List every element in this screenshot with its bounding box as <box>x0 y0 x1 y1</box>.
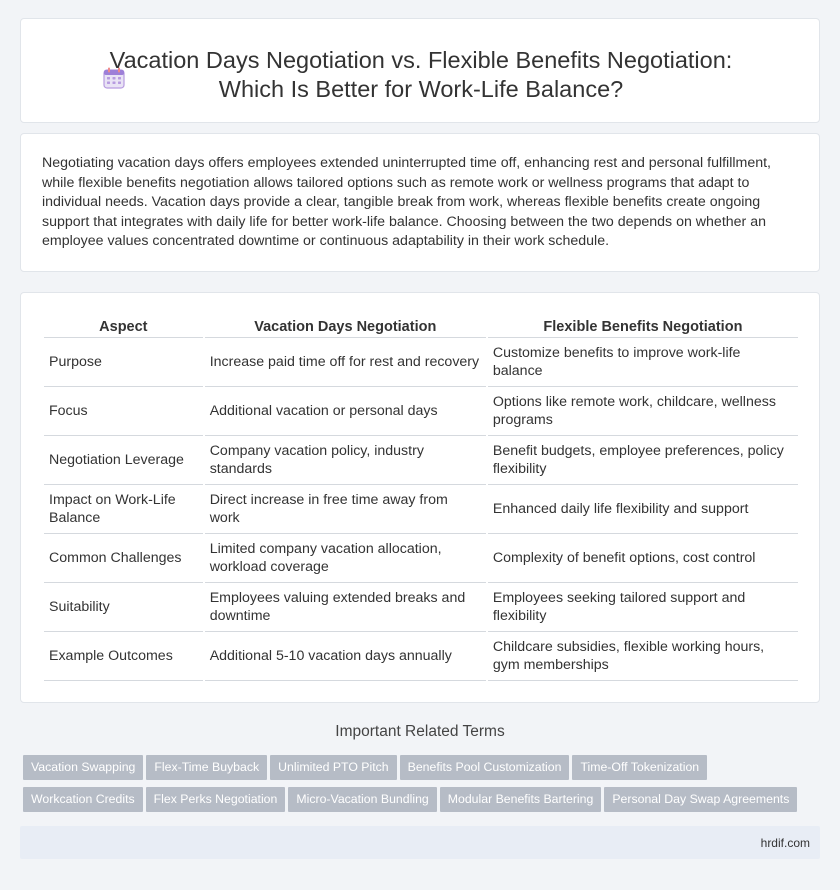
table-row <box>44 387 798 436</box>
table-header-row <box>44 313 798 338</box>
cell-flexible: Options like remote work, childcare, wellness programs <box>488 387 798 436</box>
page-title <box>21 46 821 104</box>
related-term-tag[interactable]: Modular Benefits Bartering <box>440 787 602 812</box>
cell-flexible: Enhanced daily life flexibility and support <box>488 485 798 534</box>
related-term-tag[interactable]: Time-Off Tokenization <box>572 755 707 780</box>
header-aspect: Aspect <box>44 313 203 338</box>
related-term-tag[interactable]: Flex Perks Negotiation <box>146 787 286 812</box>
table-row <box>44 632 798 681</box>
related-terms-heading: Important Related Terms <box>335 723 505 740</box>
page-title-line1: Vacation Days Negotiation vs. Flexible Benefits Negotiation: <box>109 47 733 73</box>
title-card <box>20 18 820 123</box>
cell-aspect: Focus <box>44 387 203 436</box>
cell-aspect: Suitability <box>44 583 203 632</box>
footer <box>20 826 820 859</box>
cell-vacation: Additional 5-10 vacation days annually <box>205 632 486 681</box>
cell-flexible: Employees seeking tailored support and flexibility <box>488 583 798 632</box>
table-row <box>44 583 798 632</box>
intro-card <box>20 133 820 272</box>
related-term-tag[interactable]: Workcation Credits <box>23 787 143 812</box>
related-terms-row <box>23 755 823 780</box>
page-title-line2: Which Is Better for Work-Life Balance? <box>218 76 624 102</box>
related-terms-row <box>23 787 823 812</box>
cell-aspect: Example Outcomes <box>44 632 203 681</box>
footer-site[interactable]: hrdif.com <box>760 836 810 850</box>
header-vacation: Vacation Days Negotiation <box>205 313 486 338</box>
related-term-tag[interactable]: Unlimited PTO Pitch <box>270 755 396 780</box>
table-row <box>44 485 798 534</box>
comparison-table <box>42 313 800 681</box>
related-term-tag[interactable]: Micro-Vacation Bundling <box>288 787 436 812</box>
cell-aspect: Common Challenges <box>44 534 203 583</box>
cell-aspect: Purpose <box>44 338 203 387</box>
cell-vacation: Limited company vacation allocation, workload coverage <box>205 534 486 583</box>
header-flexible: Flexible Benefits Negotiation <box>488 313 798 338</box>
cell-aspect: Negotiation Leverage <box>44 436 203 485</box>
intro-text: Negotiating vacation days offers employees extended uninterrupted time off, enhancing rest and personal fulfillment, while flexible benefits negotiation allows tailored options such as remote work or wellness programs that adapt to individual needs. Vacation days provide a clear, tangible break from work, whereas flexible benefits create ongoing support that integrates with daily life for better work-life balance. Choosing between the two depends on whether an employee values concentrated downtime or continuous adaptability in their work schedule. <box>42 155 772 250</box>
comparison-card <box>20 292 820 703</box>
cell-flexible: Customize benefits to improve work-life balance <box>488 338 798 387</box>
cell-flexible: Benefit budgets, employee preferences, policy flexibility <box>488 436 798 485</box>
related-term-tag[interactable]: Personal Day Swap Agreements <box>604 787 797 812</box>
cell-vacation: Employees valuing extended breaks and downtime <box>205 583 486 632</box>
cell-vacation: Company vacation policy, industry standards <box>205 436 486 485</box>
cell-flexible: Childcare subsidies, flexible working hours, gym memberships <box>488 632 798 681</box>
cell-flexible: Complexity of benefit options, cost control <box>488 534 798 583</box>
related-term-tag[interactable]: Benefits Pool Customization <box>400 755 570 780</box>
table-row <box>44 436 798 485</box>
related-term-tag[interactable]: Vacation Swapping <box>23 755 143 780</box>
cell-aspect: Impact on Work-Life Balance <box>44 485 203 534</box>
cell-vacation: Increase paid time off for rest and recovery <box>205 338 486 387</box>
table-row <box>44 534 798 583</box>
related-term-tag[interactable]: Flex-Time Buyback <box>146 755 267 780</box>
cell-vacation: Direct increase in free time away from work <box>205 485 486 534</box>
cell-vacation: Additional vacation or personal days <box>205 387 486 436</box>
table-row <box>44 338 798 387</box>
